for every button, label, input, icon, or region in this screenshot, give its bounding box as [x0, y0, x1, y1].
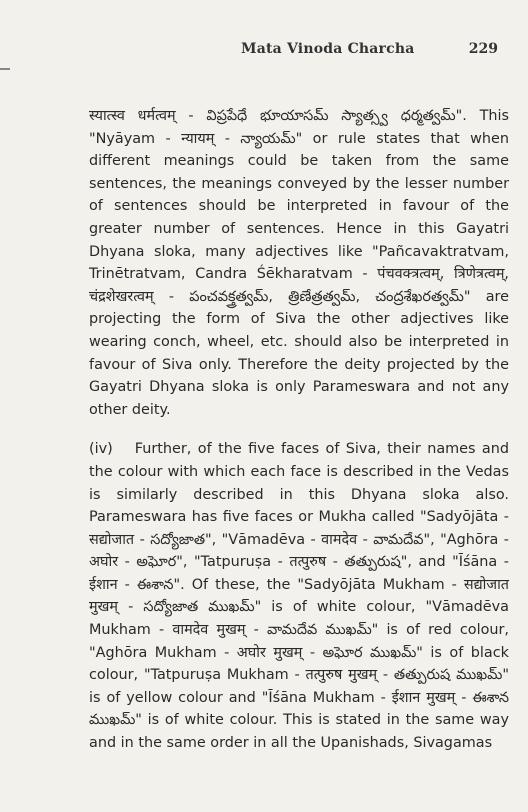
running-title: Mata Vinoda Charcha [241, 41, 415, 57]
paragraph-1-text: स्यात्स्व धर्मत्वम् - విప్రపేధే భూయాసమ్ స్యాత్స్వ ధర్మత్వమ్". This "Nyāyam - न्यायम् - న్యాయమ్" or rule states that when different meanings could be taken from the same sentences, the meanings conveyed by the lesser number of sentences should be interpreted in favour of the greater number of sentences. Hence in this Gayatri Dhyana sloka, many adjectives like "Pañcavaktratvam, Trinētratvam, Candra Śēkharatvam - पंचवक्त्रत्वम्, त्रिणेत्रत्वम्, चंद्रशेखरत्वम् - పంచవక్త్రత్వమ్, త్రిణేత్రత్వమ్, చంద్రశేఖరత్వమ్" are projecting the form of Siva the other adjectives like wearing conch, wheel, etc. should also be interpreted in favour of Siva only. Therefore the deity projected by the Gayatri Dhyana sloka is only Parameswara and not any other deity. [89, 108, 509, 418]
margin-mark [0, 68, 10, 70]
paragraph-1 [89, 105, 509, 421]
paragraph-2-lead: (iv) [89, 441, 113, 458]
page-header [90, 41, 510, 63]
body-text [89, 105, 509, 755]
paragraph-2-text: Further, of the five faces of Siva, their names and the colour with which each face is described in the Vedas is similarly described in this Dhyana sloka also. Parameswara has five faces or Mukha called "Sadyōjāta - सद्योजात - సద్యోజాత", "Vāmadēva - वामदेव - వామదేవ", "Aghōra - अघोर - అఘోర", "Tatpuruṣa - तत्पुरुष - తత్పురుష", and "Īśāna - ईशान - ఈశాన". Of these, the "Sadyōjāta Mukham - सद्योजात मुखम् - సద్యోజాత ముఖమ్" is of white colour, "Vāmadēva Mukham - वामदेव मुखम् - వామదేవ ముఖమ్" is of red colour, "Aghōra Mukham - अघोर मुखम् - అఘోర ముఖమ్" is of black colour, "Tatpuruṣa Mukham - तत्पुरुष मुखम् - తత్పురుష ముఖమ్" is of yellow colour and "Īśāna Mukham - ईशान मुखम् - ఈశాన ముఖమ్" is of white colour. This is stated in the same way and in the same order in all the Upanishads, Sivagamas [89, 441, 509, 752]
paragraph-2 [89, 438, 509, 754]
page-number: 229 [468, 41, 498, 57]
